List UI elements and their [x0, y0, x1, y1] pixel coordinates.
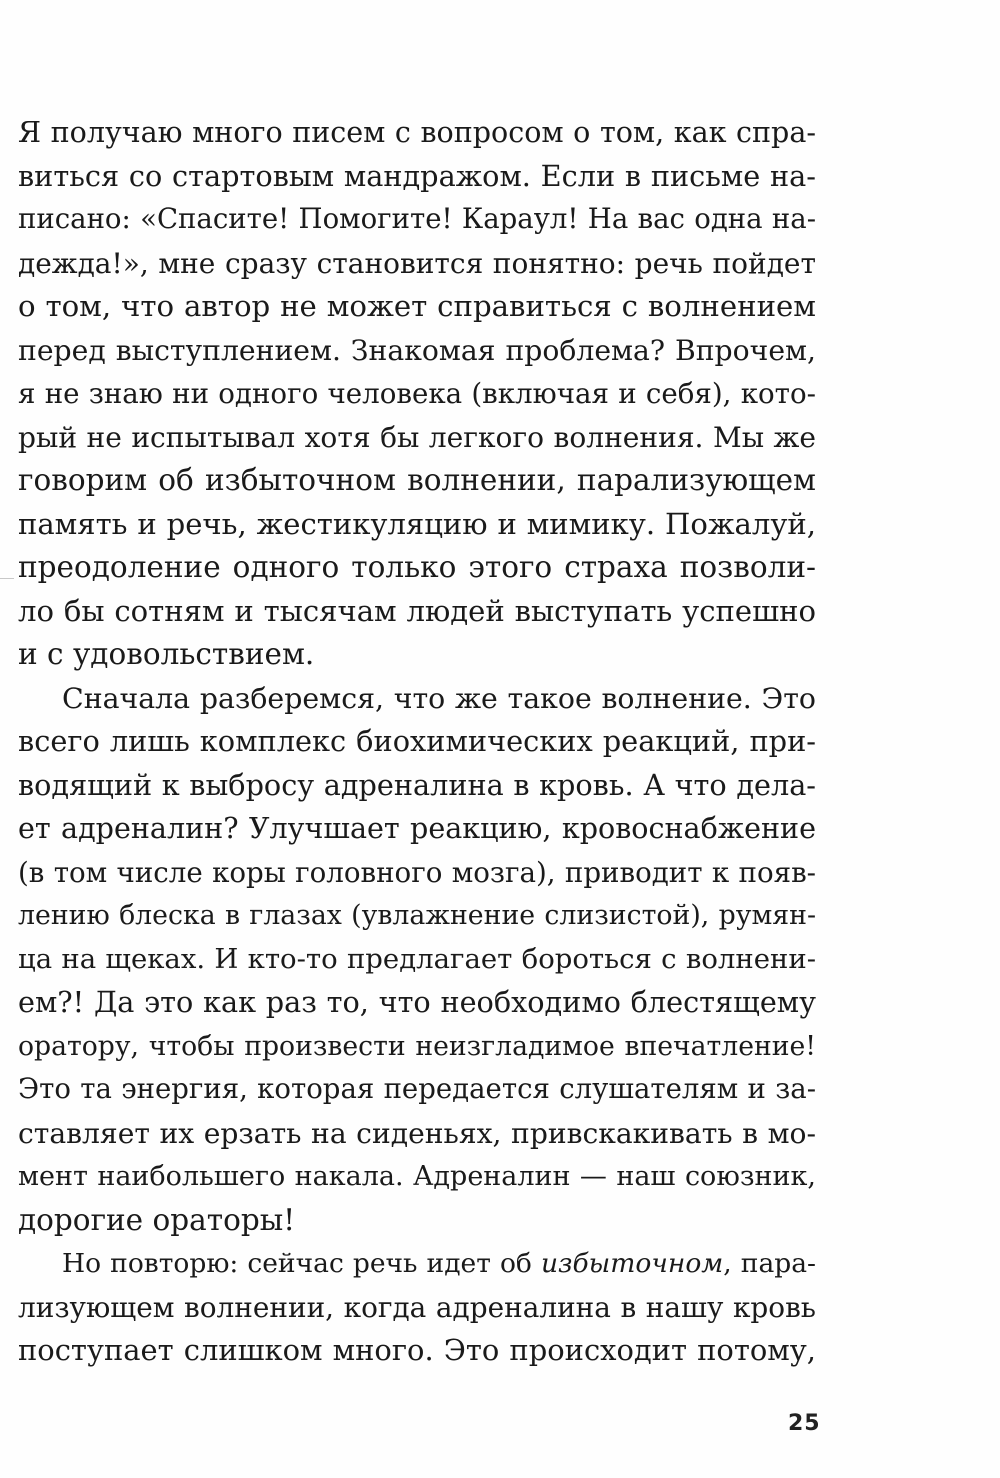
text-line: ем?! Да это как раз то, что необходимо блестящему: [18, 985, 816, 1019]
text-line: всего лишь комплекс биохимических реакций, при-: [18, 724, 816, 758]
text-line: оратору, чтобы произвести неизгладимое впечатление!: [18, 1030, 816, 1062]
text-line: лизующем волнении, когда адреналина в нашу кровь: [18, 1290, 816, 1324]
text-line: перед выступлением. Знакомая проблема? Впрочем,: [18, 333, 816, 367]
text-line: Это та энергия, которая передается слушателям и за-: [18, 1073, 816, 1105]
text-line: мент наибольшего накала. Адреналин — наш союзник,: [18, 1161, 816, 1192]
text-line: ставляет их ерзать на сиденьях, привскакивать в мо-: [18, 1116, 816, 1150]
text-line: виться со стартовым мандражом. Если в письме на-: [18, 158, 816, 193]
text-line: дежда!», мне сразу становится понятно: речь пойдет: [18, 246, 816, 280]
body-text: [18, 111, 816, 1373]
text-line: ло бы сотням и тысячам людей выступать успешно: [18, 593, 816, 628]
text-line: говорим об избыточном волнении, парализующем: [18, 463, 816, 497]
text-line: преодоление одного только этого страха позволи-: [18, 550, 816, 584]
text-line: (в том числе коры головного мозга), приводит к появ-: [18, 855, 816, 889]
text-line: писано: «Спасите! Помогите! Караул! На вас одна на-: [18, 203, 816, 235]
text-line: я не знаю ни одного человека (включая и себя), кото-: [18, 377, 816, 410]
text-line: о том, что автор не может справиться с волнением: [18, 289, 816, 323]
emphasis-text: избыточном: [540, 1248, 724, 1279]
text-run: , пара-: [723, 1248, 816, 1279]
text-line: лению блеска в глазах (увлажнение слизистой), румян-: [18, 900, 816, 931]
text-line: [18, 1242, 816, 1286]
text-line: ет адреналин? Улучшает реакцию, кровоснабжение: [18, 811, 816, 845]
text-line: ца на щеках. И кто-то предлагает бороться с волнени-: [18, 942, 816, 975]
text-line: рый не испытывал хотя бы легкого волнения. Мы же: [18, 420, 816, 454]
page-number: 25: [788, 1411, 821, 1436]
text-line: память и речь, жестикуляцию и мимику. Пожалуй,: [18, 506, 816, 541]
text-line: Я получаю много писем с вопросом о том, как спра-: [18, 115, 816, 149]
text-line: водящий к выбросу адреналина в кровь. А что дела-: [18, 767, 816, 802]
text-line: дорогие ораторы!: [18, 1202, 296, 1237]
text-line: Сначала разберемся, что же такое волнение. Это: [62, 681, 816, 715]
text-line: поступает слишком много. Это происходит потому,: [18, 1333, 816, 1367]
text-line: и с удовольствием.: [18, 637, 315, 671]
margin-mark: [0, 578, 14, 579]
text-run: Но повторю: сейчас речь идет об: [62, 1248, 541, 1279]
